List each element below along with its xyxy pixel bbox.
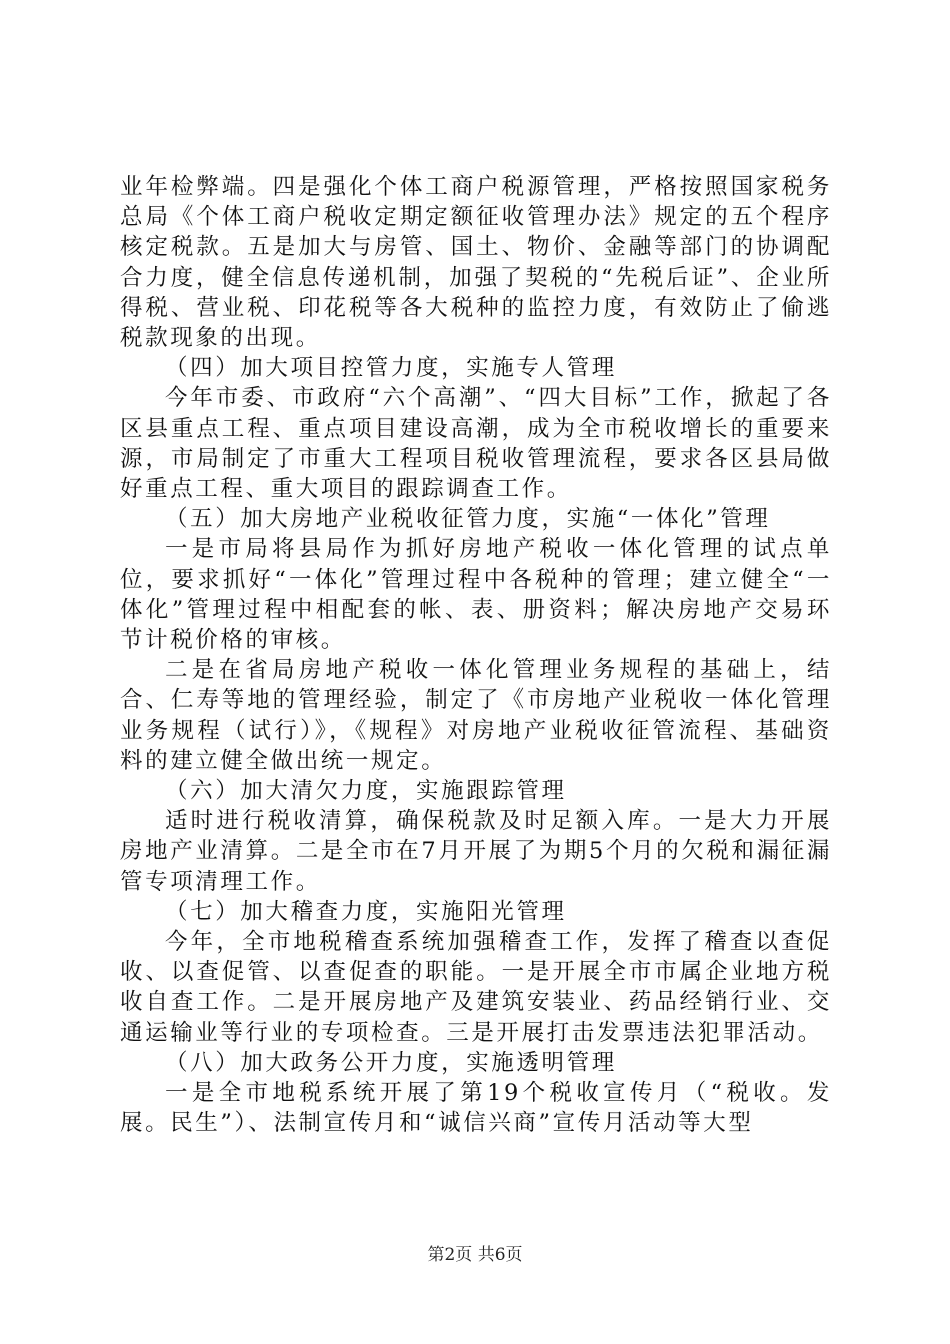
section-heading-6: （六）加大清欠力度，实施跟踪管理 bbox=[165, 778, 567, 805]
section-heading-4: （四）加大项目控管力度，实施专人管理 bbox=[165, 355, 617, 382]
page-footer bbox=[0, 1244, 950, 1266]
section-heading-5: （五）加大房地产业税收征管力度，实施“一体化”管理 bbox=[165, 506, 771, 533]
paragraph-section-6: 适时进行税收清算，确保税款及时足额入库。一是大力开展房地产业清算。二是全市在7月开展了为期5个月的欠税和漏征漏管专项清理工作。 bbox=[120, 808, 832, 895]
paragraph-section-5-item-1: 一是市局将县局作为抓好房地产税收一体化管理的试点单位，要求抓好“一体化”管理过程中各税种的管理；建立健全“一体化”管理过程中相配套的帐、表、册资料；解决房地产交易环节计税价格的审核。 bbox=[120, 536, 832, 654]
document-body bbox=[120, 172, 832, 1139]
paragraph-section-7: 今年，全市地税稽查系统加强稽查工作，发挥了稽查以查促收、以查促管、以查促查的职能。一是开展全市市属企业地方税收自查工作。二是开展房地产及建筑安装业、药品经销行业、交通运输业等行业的专项检查。三是开展打击发票违法犯罪活动。 bbox=[120, 929, 832, 1046]
section-heading-7: （七）加大稽查力度，实施阳光管理 bbox=[165, 898, 567, 925]
section-heading-8: （八）加大政务公开力度，实施透明管理 bbox=[165, 1049, 617, 1076]
page-number-label: 第2页 共6页 bbox=[427, 1245, 523, 1265]
paragraph-continuation: 业年检弊端。四是强化个体工商户税源管理，严格按照国家税务总局《个体工商户税收定期定额征收管理办法》规定的五个程序核定税款。五是加大与房管、国土、物价、金融等部门的协调配合力度，健全信息传递机制，加强了契税的“先税后证”、企业所得税、营业税、印花税等各大税种的监控力度，有效防止了偷逃税款现象的出现。 bbox=[120, 174, 832, 352]
paragraph-section-8: 一是全市地税系统开展了第19个税收宣传月（“税收。发展。民生”）、法制宣传月和“诚信兴商”宣传月活动等大型 bbox=[120, 1080, 832, 1137]
paragraph-section-5-item-2: 二是在省局房地产税收一体化管理业务规程的基础上，结合、仁寿等地的管理经验，制定了《市房地产业税收一体化管理业务规程（试行）》，《规程》对房地产业税收征管流程、基础资料的建立健全做出统一规定。 bbox=[120, 657, 832, 774]
paragraph-section-4: 今年市委、市政府“六个高潮”、“四大目标”工作，掀起了各区县重点工程、重点项目建设高潮，成为全市税收增长的重要来源，市局制定了市重大工程项目税收管理流程，要求各区县局做好重点工程、重大项目的跟踪调查工作。 bbox=[120, 385, 832, 503]
